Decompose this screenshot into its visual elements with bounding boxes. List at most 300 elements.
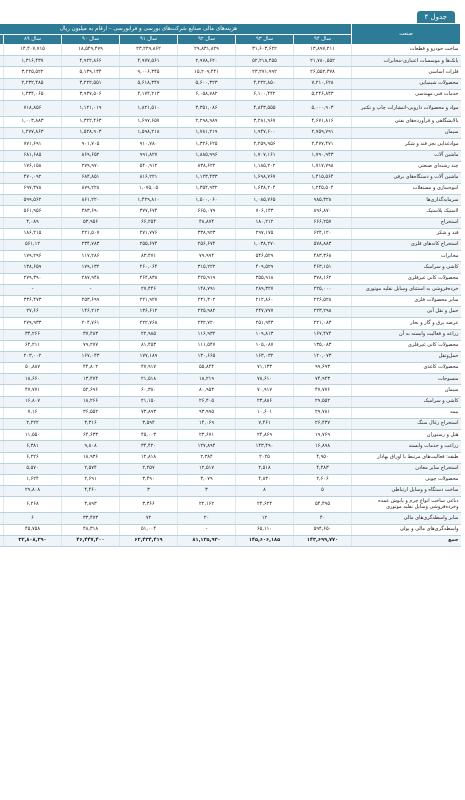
industry-name-cell: خدمات فنی مهندسی — [352, 89, 461, 100]
value-cell: ۲۵۶,۶۷۴ — [178, 240, 236, 251]
value-cell — [0, 329, 4, 340]
value-cell: ۱۰۵,۰۸۷ — [236, 340, 294, 351]
value-cell: ۶,۲۶۸ — [4, 497, 62, 513]
value-cell: ۵,۵۷۰ — [4, 463, 62, 474]
table-row — [0, 284, 461, 295]
industry-name-cell: خرده‌فروشی به استثنای وسایل نقلیه موتوری — [352, 284, 461, 295]
value-cell: ۷۹,۹۹۴ — [178, 251, 236, 262]
value-cell: ۱۴,۰۶۹ — [178, 419, 236, 430]
value-cell: ۱,۵۲۸,۹۰۳ — [62, 128, 120, 139]
value-cell — [0, 161, 4, 172]
value-cell: ۲۹,۸۳۱,۸۲۹ — [178, 45, 236, 56]
value-cell: ۲۹,۵۵۲ — [294, 396, 352, 407]
value-cell: ۲,۳۸۴ — [178, 452, 236, 463]
value-cell: ۴۷,۷۷۱ — [4, 385, 62, 396]
table-row — [0, 89, 461, 100]
value-cell: ۵۶۱,۹۵۶ — [4, 206, 62, 217]
value-cell: ۲,۵۷۴ — [62, 463, 120, 474]
value-cell: ۲,۹۷۸,۶۲۰ — [178, 56, 236, 67]
value-cell: ۵,۱۳۹,۱۳۴ — [62, 67, 120, 78]
value-cell — [0, 430, 4, 441]
value-cell: ۳,۲۸۱,۹۶۷ — [236, 116, 294, 127]
value-cell: ۱,۰۷۵,۰۵ — [120, 184, 178, 195]
value-cell: ۳۲,۸۰۸,۲۹۰ — [4, 535, 62, 546]
document — [4, 4, 461, 547]
value-cell: ۹۰۱,۷۰۵ — [62, 139, 120, 150]
value-cell: ۳۳,۴۷۳ — [62, 513, 120, 524]
value-cell: ۱۹,۷۶۹ — [294, 430, 352, 441]
industry-name-cell: کاشی و سرامیک — [352, 396, 461, 407]
table-row — [0, 363, 461, 374]
value-cell — [0, 195, 4, 206]
value-cell: ۲,۲۵۹,۹۵۶ — [236, 139, 294, 150]
value-cell — [0, 262, 4, 273]
table-row — [0, 217, 461, 228]
value-cell: ۸۱,۱۳۵,۹۳۰ — [178, 535, 236, 546]
value-cell: ۱۲۰,۰۷۳ — [294, 351, 352, 362]
value-cell: ۱۰,۶۰۱ — [236, 407, 294, 418]
value-cell: ۸۶۹,۶۵۲ — [62, 150, 120, 161]
value-cell: ۱,۰۰۳,۸۸۳ — [4, 116, 62, 127]
value-cell: ۲۷۹,۳۹۰ — [4, 273, 62, 284]
value-cell: ۱۳۵,۰۸۳ — [294, 340, 352, 351]
table-row — [0, 273, 461, 284]
value-cell: ۵۵,۸۴۴ — [178, 363, 236, 374]
value-cell: ۳,۲۲۵,۵۲۲ — [4, 67, 62, 78]
value-cell — [0, 116, 4, 127]
value-cell — [0, 45, 4, 56]
value-cell: ۲,۷۵۹,۷۹۱ — [294, 128, 352, 139]
value-cell: ۲۲۵,۹۸۲ — [178, 307, 236, 318]
value-cell: - — [62, 284, 120, 295]
industry-name-cell: واسطه‌گری‌های مالی و پولی — [352, 524, 461, 535]
value-cell — [0, 535, 4, 546]
value-cell: ۲۹,۸۰۸ — [4, 486, 62, 497]
value-cell: ۷۳,۸۹۳ — [120, 407, 178, 418]
value-cell: ۱,۷۹۰,۹۴۳ — [294, 150, 352, 161]
value-cell: ۷۰۶,۱۴۳ — [236, 206, 294, 217]
value-cell — [0, 184, 4, 195]
value-cell: ۲۶,۴۰۵ — [178, 396, 236, 407]
table-row — [0, 139, 461, 150]
value-cell: ۸۷۹,۲۲۸ — [62, 184, 120, 195]
industry-name-cell: سیمان — [352, 128, 461, 139]
table-row — [0, 251, 461, 262]
value-cell: ۱۸,۶۶۰ — [4, 374, 62, 385]
financial-costs-table — [0, 23, 461, 547]
industry-name-cell: سایر واسطه‌گری‌های مالی — [352, 513, 461, 524]
value-cell — [0, 524, 4, 535]
value-cell: ۱,۲۷۷,۸۶۳ — [4, 128, 62, 139]
value-cell: ۲۳۱,۳۰۲ — [178, 295, 236, 306]
value-cell: - — [4, 284, 62, 295]
value-cell: ۵۲,۶۹۶ — [62, 385, 120, 396]
value-cell: ۲,۴۷۷,۴۷۱ — [294, 139, 352, 150]
value-cell: ۶,۱۰۰,۴۴۲ — [236, 89, 294, 100]
value-cell: ۱۶۳,۰۳۲ — [236, 351, 294, 362]
value-cell: ۲۱۲,۸۶۰ — [236, 295, 294, 306]
value-cell: ۱۳,۴۷۴ — [62, 374, 120, 385]
value-cell: ۱۶,۸۰۷ — [4, 396, 62, 407]
table-row — [0, 486, 461, 497]
value-cell: ۱,۵۰۰,۰۶۰ — [178, 195, 236, 206]
value-cell: ۳,۰۷۹ — [178, 474, 236, 485]
value-cell: ۵,۲۴۶,۸۴۳ — [294, 89, 352, 100]
value-cell: ۱۲,۵۱۷ — [178, 463, 236, 474]
industry-name-cell: پالایشگاهی و فرآورده‌های نفتی — [352, 116, 461, 127]
value-cell — [0, 217, 4, 228]
value-cell: ۲۵۵,۶۷۴ — [120, 240, 178, 251]
industry-name-cell: جمع — [352, 535, 461, 546]
table-row — [0, 513, 461, 524]
industry-name-cell: زراعت و خدمات وابسته — [352, 441, 461, 452]
value-cell: ۱,۸۸۵,۹۹۶ — [178, 150, 236, 161]
industry-name-cell: هتل و رستوران — [352, 430, 461, 441]
value-cell: ۴۷,۹۱۷ — [120, 363, 178, 374]
table-row — [0, 67, 461, 78]
value-cell: ۲۰۲۵ — [236, 452, 294, 463]
industry-name-cell: استخراج — [352, 217, 461, 228]
value-cell — [0, 206, 4, 217]
value-cell: ۱,۳۱۶,۴۳۷ — [4, 56, 62, 67]
value-cell: ۲۸۷,۹۴۸ — [62, 273, 120, 284]
table-row — [0, 452, 461, 463]
table-row — [0, 340, 461, 351]
value-cell: ۴,۴۸۳ — [294, 463, 352, 474]
value-cell: ۲,۶۹۱ — [62, 474, 120, 485]
value-cell: ۱,۲۴۵,۵۰۴ — [294, 184, 352, 195]
value-cell: ۲۶,۵۵۲,۳۷۸ — [294, 67, 352, 78]
value-cell: ۴۸,۳۱۸ — [62, 524, 120, 535]
industry-name-cell: دباغی ساخت انواع چرم و پاپوش عمده وخرده‌فروشی وسایل نقلیه موتوری — [352, 497, 461, 513]
table-row — [0, 318, 461, 329]
value-cell: ۱,۳۲۲,۴۶۳ — [62, 116, 120, 127]
value-cell: ۶۶۵,۰۷۹ — [178, 206, 236, 217]
industry-name-cell: محصولات کانی غیرفلزی — [352, 273, 461, 284]
value-cell — [0, 228, 4, 239]
value-cell: ۲۲۵,۰۰۰ — [294, 284, 352, 295]
value-cell: ۷۸,۶۱۰ — [236, 374, 294, 385]
value-cell — [0, 374, 4, 385]
value-cell — [0, 452, 4, 463]
value-cell: ۱,۸۲۱,۵۱۰ — [120, 100, 178, 116]
industry-name-cell: سرمایه‌گذاری‌ها — [352, 195, 461, 206]
value-cell: ۳ — [178, 486, 236, 497]
value-cell: ۱۴۳,۶۹۹,۷۷۰ — [294, 535, 352, 546]
value-cell: ۱,۱۲۱,۰۱۹ — [62, 100, 120, 116]
value-cell — [0, 340, 4, 351]
industry-name-cell: حمل‌ونقل — [352, 351, 461, 362]
value-cell: ۱,۱۲۳,۴۳۳ — [178, 172, 236, 183]
industry-name-cell: سیمان — [352, 385, 461, 396]
value-cell: ۱۸۶,۲۱۵ — [4, 228, 62, 239]
industry-name-cell: ماشین آلات — [352, 150, 461, 161]
value-cell: ۷,۱۶ — [4, 407, 62, 418]
value-cell — [0, 284, 4, 295]
value-cell: ۱۵,۲۰۹,۴۴۱ — [178, 67, 236, 78]
value-cell: ۷۷۱,۶۹۱ — [4, 139, 62, 150]
value-cell: ۶۹۷,۳۷۸ — [4, 184, 62, 195]
table-row — [0, 524, 461, 535]
value-cell — [0, 463, 4, 474]
value-cell: ۳۵۵,۹۱۸ — [236, 273, 294, 284]
table-row — [0, 441, 461, 452]
value-cell: ۱۸,۵۴۹,۴۷۹ — [62, 45, 120, 56]
value-cell: ۱,۳۳۴,۰۶۵ — [4, 89, 62, 100]
value-cell: ۷۱۸,۸۵۶ — [4, 100, 62, 116]
value-cell: ۲۰۴,۷۶۱ — [62, 318, 120, 329]
value-cell: ۴۶۴,۸۳۸ — [120, 273, 178, 284]
value-cell — [0, 419, 4, 430]
value-cell — [0, 385, 4, 396]
value-cell: ۳۴,۲۶۶ — [4, 329, 62, 340]
value-cell: ۱۳۸,۶۵۹ — [4, 262, 62, 273]
value-cell: ۲۲۲,۷۶۸ — [120, 318, 178, 329]
value-cell: ۲۹,۷۸۱ — [294, 407, 352, 418]
value-cell — [0, 240, 4, 251]
value-cell — [0, 139, 4, 150]
value-cell: ۱۴۶,۲۱۲ — [62, 307, 120, 318]
year-column-header: سال ۹۰ — [62, 35, 120, 45]
industry-name-cell: فلزات اساسی — [352, 67, 461, 78]
table-row — [0, 295, 461, 306]
value-cell: ۱,۰۸۵,۷۶۵ — [236, 195, 294, 206]
value-cell: ۳,۳۱۶ — [62, 419, 120, 430]
table-row — [0, 78, 461, 89]
value-cell: ۲۷۹,۹۳۳ — [4, 318, 62, 329]
industry-name-cell: سایر محصولات فلزی — [352, 295, 461, 306]
value-cell: ۱۲,۸۱۸ — [120, 452, 178, 463]
value-cell: ۱۲ — [236, 513, 294, 524]
value-cell: ۵۴۶,۵۲۹ — [236, 251, 294, 262]
value-cell: ۸ — [236, 486, 294, 497]
value-cell: ۳۸۳,۶۹۰ — [62, 206, 120, 217]
value-cell: ۱۷۶,۱۵۸ — [4, 161, 62, 172]
value-cell: ۱۸,۹۳۶ — [62, 452, 120, 463]
value-cell: ۱,۶۳۸,۲۰۴ — [236, 184, 294, 195]
value-cell: ۷۹,۲۷۷ — [62, 340, 120, 351]
value-cell: ۱۴۳,۴۹۰ — [236, 441, 294, 452]
table-row — [0, 184, 461, 195]
value-cell: ۸۳۸,۶۲۲ — [178, 161, 236, 172]
table-row — [0, 228, 461, 239]
value-cell: ۹,۸۰۸ — [62, 441, 120, 452]
table-row — [0, 419, 461, 430]
value-cell: ۵ — [294, 486, 352, 497]
value-cell — [0, 513, 4, 524]
value-cell: ۲۷۹,۹۷۰ — [62, 161, 120, 172]
value-cell: ۴,۶۷۱,۸۱۶ — [294, 116, 352, 127]
value-cell: ۱,۴۲۹,۸۱۰ — [120, 195, 178, 206]
value-cell — [0, 441, 4, 452]
value-cell: ۴۵,۰۰۳ — [120, 430, 178, 441]
industry-name-cell: مخابرات — [352, 251, 461, 262]
table-row — [0, 56, 461, 67]
value-cell: ۱۳۶,۶۱۲ — [120, 307, 178, 318]
industry-name-cell: بیمه — [352, 407, 461, 418]
value-cell: ۲,۲۵۷ — [120, 463, 178, 474]
value-cell: ۱۸,۲۱۹ — [178, 374, 236, 385]
value-cell: ۱,۶۲۴ — [4, 474, 62, 485]
value-cell: ۳۳۶,۴۷۳ — [4, 295, 62, 306]
value-cell: ۱۶,۸۹۸ — [294, 441, 352, 452]
value-cell: ۳,۲۲۲,۵۵۱ — [62, 78, 120, 89]
table-row — [0, 195, 461, 206]
value-cell: ۱۷۹,۲۹۶ — [4, 251, 62, 262]
value-cell: ۴۲۵,۹۱۹ — [178, 273, 236, 284]
table-row — [0, 430, 461, 441]
value-cell: ۱۸,۲۶۶ — [62, 396, 120, 407]
value-cell: ۹۹۱,۸۲۷ — [120, 150, 178, 161]
value-cell: ۱,۶۹۸,۷۶۷ — [236, 172, 294, 183]
table-row — [0, 172, 461, 183]
value-cell: ۶,۲۲۶ — [4, 452, 62, 463]
table-body — [0, 45, 461, 547]
year-column-header: سال ۹۲ — [178, 35, 236, 45]
value-cell: ۲۱,۱۵۰ — [120, 396, 178, 407]
value-cell: ۳۱,۶۰۳,۶۲۲ — [236, 45, 294, 56]
table-row — [0, 116, 461, 127]
value-cell — [0, 474, 4, 485]
value-cell — [0, 486, 4, 497]
table-row — [0, 307, 461, 318]
value-cell: ۱,۳۵۴,۹۳۲ — [178, 184, 236, 195]
value-cell: ۴,۴۶۰ — [62, 486, 120, 497]
table-row — [0, 407, 461, 418]
industry-name-cell: قند و شکر — [352, 228, 461, 239]
value-cell — [0, 150, 4, 161]
industry-name-cell: عرضه برق و گاز و بخار — [352, 318, 461, 329]
value-cell: ۲۵۱,۹۴۳ — [236, 318, 294, 329]
industry-name-cell: لاستیک پلاستیک — [352, 206, 461, 217]
table-title: هزینه‌های مالی صنایع شرکت‌های بورسی و فرابورسی – ارقام به میلیون ریال — [0, 24, 352, 35]
value-cell: ۲,۲۲۲ — [4, 419, 62, 430]
industry-name-cell: محصولات کانی غیرفلزی — [352, 340, 461, 351]
value-cell: ۶۲۴,۱۲۰ — [294, 228, 352, 239]
value-cell: ۶,۰۵۸,۷۸۲ — [178, 89, 236, 100]
industry-name-cell: ساخت دستگاه و وسایل ارتباطی — [352, 486, 461, 497]
value-cell: ۵۰,۸۸۷ — [4, 363, 62, 374]
year-column-header: سال ۹۱ — [120, 35, 178, 45]
value-cell: ۲۱,۵۱۸ — [120, 374, 178, 385]
year-column-header — [0, 35, 4, 45]
value-cell: ۶۰,۳۸۰ — [120, 385, 178, 396]
value-cell: ۹,۰۰۶,۳۴۵ — [120, 67, 178, 78]
value-cell: ۱۱,۵۵۰ — [4, 430, 62, 441]
value-cell — [0, 295, 4, 306]
value-cell: ۱۱۷,۲۸۶ — [62, 251, 120, 262]
value-cell: ۱۴۵,۶۰۶,۱۸۵ — [236, 535, 294, 546]
value-cell: ۳۴,۴۲۰ — [120, 441, 178, 452]
value-cell: ۱۱۶,۹۳۲ — [178, 329, 236, 340]
value-cell: ۵,۶۰۰,۳۲۳ — [178, 78, 236, 89]
value-cell: ۱,۳۲۶,۶۲۵ — [178, 139, 236, 150]
value-cell: ۱۷۷,۱۸۹ — [120, 351, 178, 362]
value-cell: ۹۱۰,۷۸۰ — [120, 139, 178, 150]
value-cell: ۵۴,۴۹۵ — [294, 497, 352, 513]
value-cell: ۸۱,۴۵۳ — [120, 340, 178, 351]
value-cell: ۱,۷۰۷,۱۶۱ — [236, 150, 294, 161]
value-cell: ۴۵,۷۵۸ — [4, 524, 62, 535]
value-cell: ۵,۰۰۰,۹۰۳ — [294, 100, 352, 116]
table-row — [0, 206, 461, 217]
value-cell: ۲۳۴,۷۸۳ — [62, 240, 120, 251]
value-cell: ۶۸۱,۶۸۵ — [4, 150, 62, 161]
table-row — [0, 161, 461, 172]
value-cell: - — [178, 524, 236, 535]
value-cell: ۸۶۱,۲۲۰ — [62, 195, 120, 206]
value-cell: ۲,۶۰۶ — [294, 474, 352, 485]
value-cell: ۶۸۴,۸۵۱ — [62, 172, 120, 183]
value-cell: ۲۲,۱۶۲ — [178, 497, 236, 513]
table-row — [0, 240, 461, 251]
value-cell: ۱۰۹,۸۱۳ — [236, 329, 294, 340]
value-cell: ۱,۶۹۷,۶۵۷ — [120, 116, 178, 127]
value-cell: ۲۷,۶۶ — [4, 307, 62, 318]
total-row — [0, 535, 461, 546]
value-cell: ۲۴۷,۷۷۷ — [236, 307, 294, 318]
value-cell: ۶۲,۴۳۴,۴۱۹ — [120, 535, 178, 546]
value-cell: ۲۰۳,۰۰۲ — [4, 351, 62, 362]
value-cell: ۲۲۶,۵۲۸ — [294, 295, 352, 306]
value-cell — [0, 318, 4, 329]
value-cell: ۳۷,۴۸۳ — [62, 329, 120, 340]
value-cell: ۱,۴۱۵,۵۶۴ — [294, 172, 352, 183]
table-row — [0, 497, 461, 513]
industry-name-cell: منسوجات — [352, 374, 461, 385]
value-cell: ۴۶۳,۱۵۱ — [294, 262, 352, 273]
value-cell: ۲۹۷,۱۷۵ — [236, 228, 294, 239]
value-cell: ۲۷۱,۷۷۶ — [120, 228, 178, 239]
value-cell: ۲۴,۶۲۴ — [236, 497, 294, 513]
industry-name-cell: استخراج کانه‌های فلزی — [352, 240, 461, 251]
value-cell: ۳۱۵,۲۲۲ — [178, 262, 236, 273]
value-cell: ۶۴,۲۱۱ — [4, 340, 62, 351]
value-cell — [0, 56, 4, 67]
value-cell: ۱۶۷,۴۷۴ — [294, 329, 352, 340]
value-cell: ۲۳,۶۷۱ — [178, 430, 236, 441]
value-cell: ۸۳,۴۷۱ — [120, 251, 178, 262]
industry-name-cell: محصولات کاغذی — [352, 363, 461, 374]
value-cell: ۶ — [4, 513, 62, 524]
value-cell: ۶,۳۸۱ — [4, 441, 62, 452]
value-cell: ۴,۹۷۷,۵۶۱ — [120, 56, 178, 67]
industry-name-cell: مواد و محصولات دارویی-انتشارات چاپ و تکثیر — [352, 100, 461, 116]
value-cell: ۱,۵۹۸,۲۱۸ — [120, 128, 178, 139]
table-row — [0, 396, 461, 407]
value-cell: ۳,۳۵۱,۰۸۶ — [178, 100, 236, 116]
value-cell — [0, 172, 4, 183]
value-cell: ۱,۱۸۵,۲۰۲ — [236, 161, 294, 172]
table-caption: جدول ۴ — [417, 11, 455, 23]
table-row — [0, 463, 461, 474]
value-cell: ۷۰,۹۱۷ — [236, 385, 294, 396]
table-row — [0, 262, 461, 273]
value-cell: ۹۳,۹۹۵ — [178, 407, 236, 418]
value-cell: ۴۷۰,۰۹۲ — [4, 172, 62, 183]
value-cell — [0, 128, 4, 139]
table-row — [0, 385, 461, 396]
value-cell: ۲۴,۸۶۹ — [236, 430, 294, 441]
industry-name-cell: چند رشته‌ای صنعتی — [352, 161, 461, 172]
value-cell: ۴۶,۴۴۷,۴۰۰ — [62, 535, 120, 546]
value-cell: ۲۳,۲۲۹,۸۶۲ — [120, 45, 178, 56]
value-cell: ۴۰۹,۵۲۹ — [236, 262, 294, 273]
value-cell — [0, 407, 4, 418]
value-cell: ۲,۲۳۲,۴۸۵ — [4, 78, 62, 89]
value-cell — [0, 251, 4, 262]
value-cell: ۴,۸۴۳,۵۵۵ — [236, 100, 294, 116]
